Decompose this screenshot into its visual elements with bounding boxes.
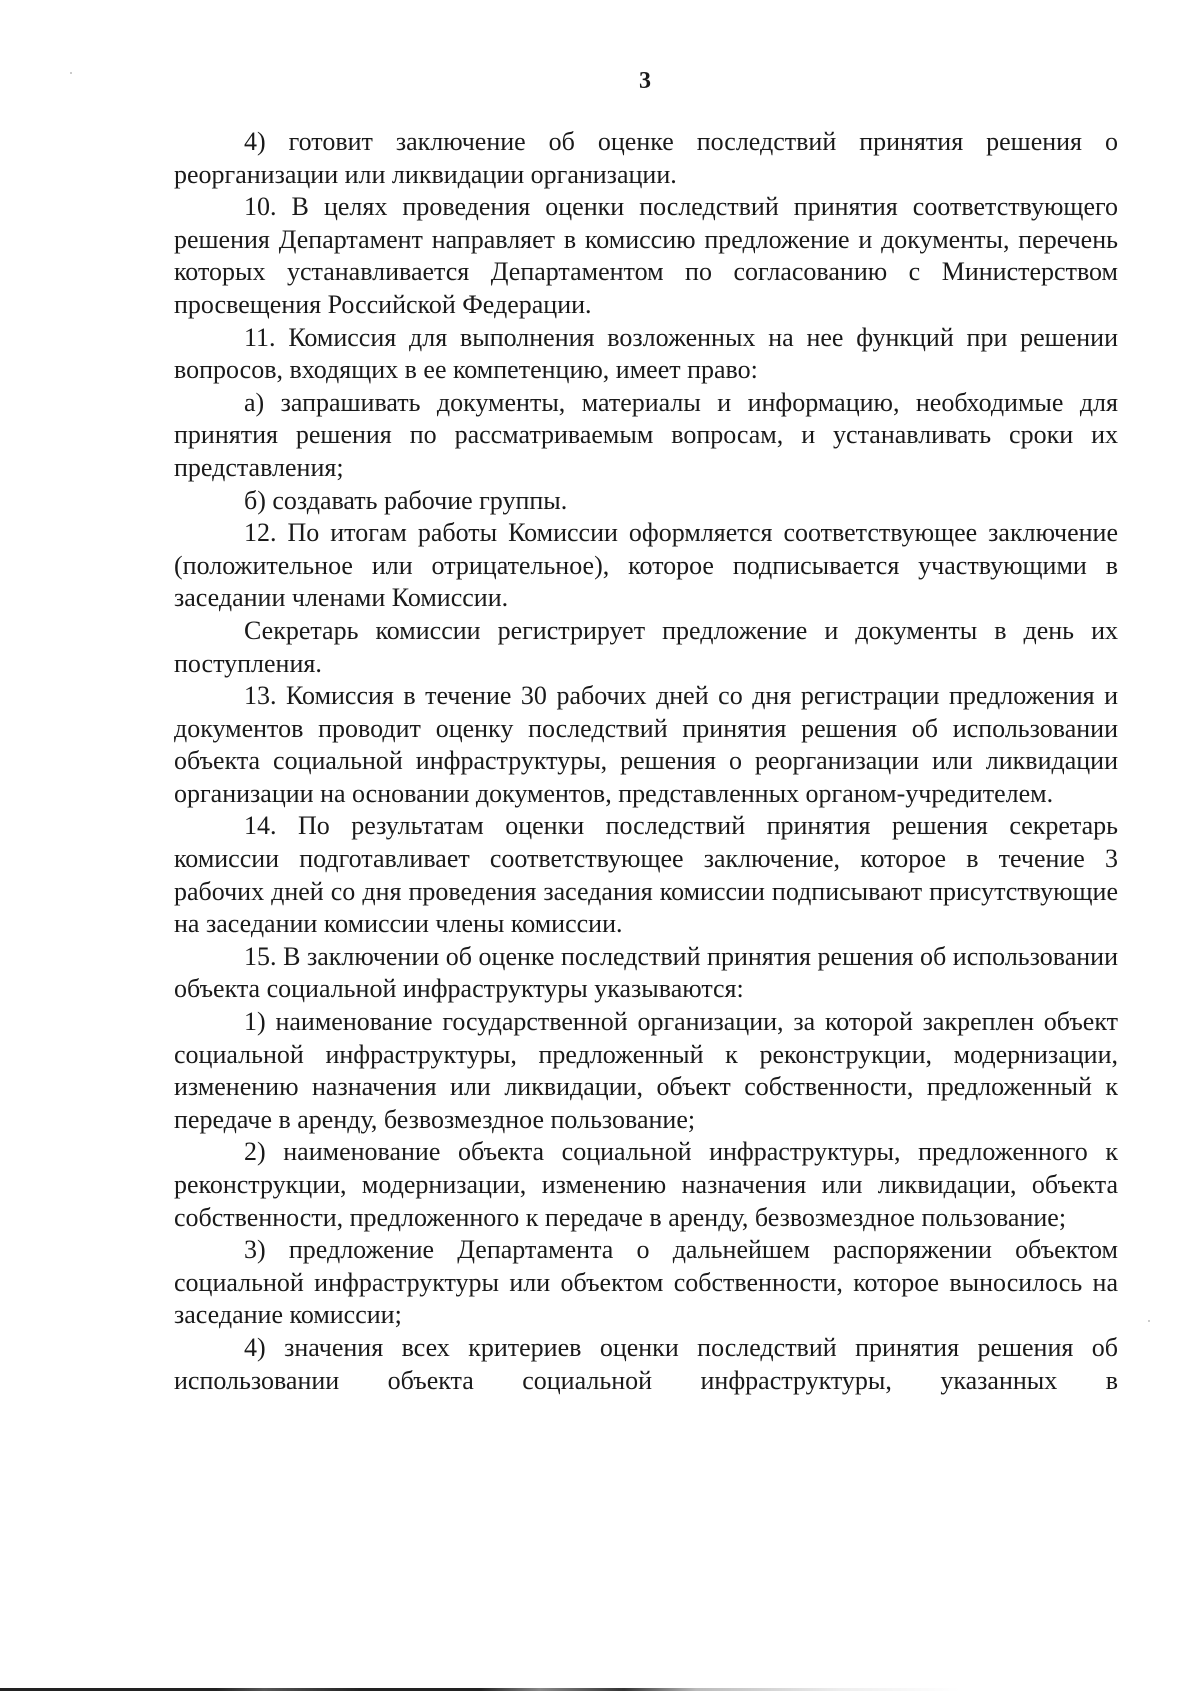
document-body xyxy=(174,126,1118,1397)
paragraph-list-item-3: 3) предложение Департамента о дальнейшем распоряжении объектом социальной инфраструктуры или объектом собственности, которое выносилось на заседание комиссии; xyxy=(174,1235,1118,1330)
paragraph-list-item-2: 2) наименование объекта социальной инфраструктуры, предложенного к реконструкции, модернизации, изменению назначения или ликвидации, объекта собственности, предложенного к передаче в аренду, безвозмездное пользование; xyxy=(174,1137,1118,1232)
page-number: 3 xyxy=(639,68,651,94)
paragraph-subitem-b: б) создавать рабочие группы. xyxy=(244,485,568,515)
paragraph-item-4-conclusion: 4) готовит заключение об оценке последствий принятия решения о реорганизации или ликвидации организации. xyxy=(174,127,1118,189)
paragraph-clause-15: 15. В заключении об оценке последствий принятия решения об использовании объекта социальной инфраструктуры указываются: xyxy=(174,941,1118,1004)
paragraph-list-item-4: 4) значения всех критериев оценки последствий принятия решения об использовании объекта социальной инфраструктуры, указанных в xyxy=(174,1332,1118,1395)
paragraph-clause-13: 13. Комиссия в течение 30 рабочих дней со дня регистрации предложения и документов проводит оценку последствий принятия решения об использовании объекта социальной инфраструктуры, решения о реорганизации или ликвидации организации на основании документов, представленных органом-учредителем. xyxy=(174,681,1118,808)
paragraph-clause-14: 14. По результатам оценки последствий принятия решения секретарь комиссии подготавливает соответствующее заключение, которое в течение 3 рабочих дней со дня проведения заседания комиссии подписывают присутствующие на заседании комиссии члены комиссии. xyxy=(174,811,1118,939)
paragraph-clause-11: 11. Комиссия для выполнения возложенных на нее функций при решении вопросов, входящих в ее компетенцию, имеет право: xyxy=(174,322,1118,385)
scan-speck xyxy=(1148,1320,1150,1322)
scan-edge-line xyxy=(0,1688,1200,1691)
scan-speck xyxy=(70,72,72,74)
paragraph-secretary-registration: Секретарь комиссии регистрирует предложение и документы в день их поступления. xyxy=(174,615,1118,678)
paragraph-clause-10: 10. В целях проведения оценки последствий принятия соответствующего решения Департамент направляет в комиссию предложение и документы, перечень которых устанавливается Департаментом по согласованию с Министерством просвещения Российской Федерации. xyxy=(174,192,1118,319)
paragraph-clause-12: 12. По итогам работы Комиссии оформляется соответствующее заключение (положительное или отрицательное), которое подписывается участвующими в заседании членами Комиссии. xyxy=(174,518,1118,613)
paragraph-subitem-a: а) запрашивать документы, материалы и информацию, необходимые для принятия решения по рассматриваемым вопросам, и устанавливать сроки их представления; xyxy=(174,387,1118,482)
paragraph-list-item-1: 1) наименование государственной организации, за которой закреплен объект социальной инфраструктуры, предложенный к реконструкции, модернизации, изменению назначения или ликвидации, объект собственности, предложенный к передаче в аренду, безвозмездное пользование; xyxy=(174,1007,1118,1134)
